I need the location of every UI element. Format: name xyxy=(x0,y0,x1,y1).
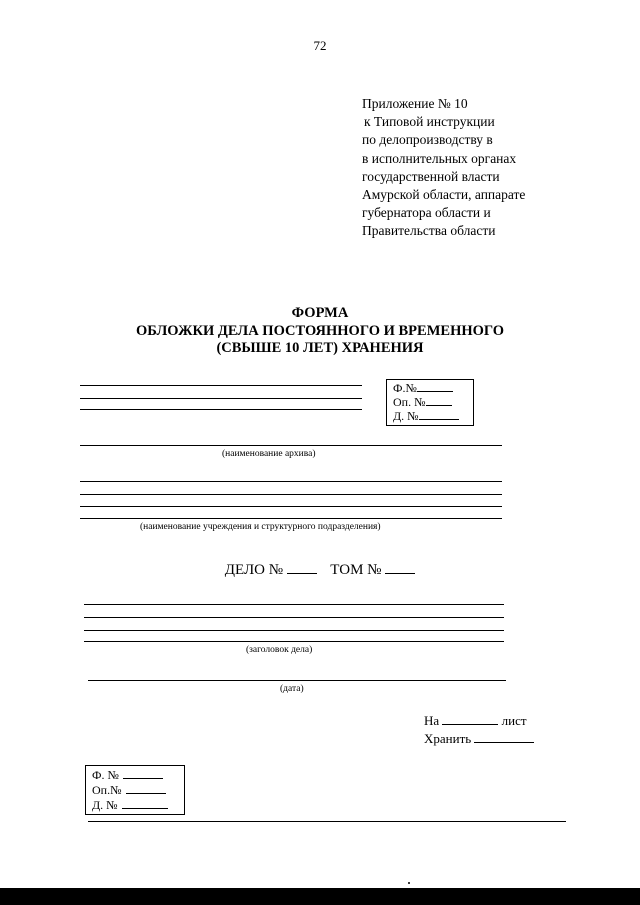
case-number-blank[interactable] xyxy=(122,798,168,809)
scan-edge xyxy=(0,888,640,905)
appendix-line: государственной власти xyxy=(362,168,500,184)
inventory-number-row xyxy=(92,783,166,798)
reference-box-bottom xyxy=(85,765,185,815)
inventory-number-blank[interactable] xyxy=(426,395,452,406)
case-number-label: Д. № xyxy=(393,409,419,423)
archive-name-line xyxy=(80,409,362,410)
volume-label: ТОМ № xyxy=(330,562,382,578)
sheets-suffix: лист xyxy=(501,713,527,728)
case-number-label: Д. № xyxy=(92,798,118,812)
institution-line xyxy=(80,506,502,507)
appendix-line: в исполнительных органах xyxy=(362,150,517,166)
date-caption: (дата) xyxy=(280,684,304,694)
sheets-count xyxy=(424,713,527,729)
retention-blank[interactable] xyxy=(474,732,534,743)
form-title-line-2: ОБЛОЖКИ ДЕЛА ПОСТОЯННОГО И ВРЕМЕННОГО xyxy=(135,322,505,339)
case-title-line xyxy=(84,630,504,631)
fond-number-label: Ф.№ xyxy=(393,381,417,395)
case-title-line xyxy=(84,604,504,605)
fond-number-blank[interactable] xyxy=(123,768,163,779)
inventory-number-label: Оп. № xyxy=(393,395,426,409)
case-number-blank[interactable] xyxy=(419,409,459,420)
fond-number-blank[interactable] xyxy=(417,381,453,392)
date-line xyxy=(88,680,506,681)
institution-caption: (наименование учреждения и структурного подразделения) xyxy=(140,522,381,532)
case-blank[interactable] xyxy=(287,563,317,574)
institution-line xyxy=(80,518,502,519)
reference-box-top xyxy=(386,379,474,426)
case-volume-line xyxy=(0,562,640,579)
archive-caption: (наименование архива) xyxy=(222,449,316,459)
retention-label: Хранить xyxy=(424,731,472,746)
case-title-line xyxy=(84,617,504,618)
case-title-caption: (заголовок дела) xyxy=(246,645,313,655)
fond-number-label: Ф. № xyxy=(92,768,119,782)
institution-line xyxy=(80,481,502,482)
appendix-line: Правительства области xyxy=(362,223,496,239)
case-label: ДЕЛО № xyxy=(224,562,284,578)
scan-speck xyxy=(408,882,410,884)
volume-blank[interactable] xyxy=(385,563,415,574)
form-title-line-3: (СВЫШЕ 10 ЛЕТ) ХРАНЕНИЯ xyxy=(216,340,424,356)
case-number-row xyxy=(393,409,459,424)
fond-number-row xyxy=(393,381,453,396)
page-number: 72 xyxy=(313,38,327,53)
archive-line xyxy=(80,445,502,446)
inventory-number-blank[interactable] xyxy=(126,783,166,794)
inventory-number-row xyxy=(393,395,452,410)
form-title xyxy=(0,305,640,358)
archive-name-line xyxy=(80,385,362,386)
fond-number-row xyxy=(92,768,163,783)
appendix-line: по делопроизводству в xyxy=(362,132,493,148)
form-title-line-1: ФОРМА xyxy=(291,305,349,321)
institution-line xyxy=(80,494,502,495)
case-title-line xyxy=(84,641,504,642)
appendix-line: губернатора области и xyxy=(362,205,491,221)
bottom-line xyxy=(88,821,566,822)
sheets-blank[interactable] xyxy=(442,714,498,725)
inventory-number-label: Оп.№ xyxy=(92,783,122,797)
appendix-block xyxy=(362,95,525,241)
retention-period xyxy=(424,731,534,747)
appendix-line: Приложение № 10 xyxy=(362,96,468,111)
sheets-prefix: На xyxy=(424,713,440,728)
archive-name-line xyxy=(80,398,362,399)
appendix-line: Амурской области, аппарате xyxy=(362,187,526,203)
appendix-line: к Типовой инструкции xyxy=(364,114,495,130)
case-number-row xyxy=(92,798,168,813)
